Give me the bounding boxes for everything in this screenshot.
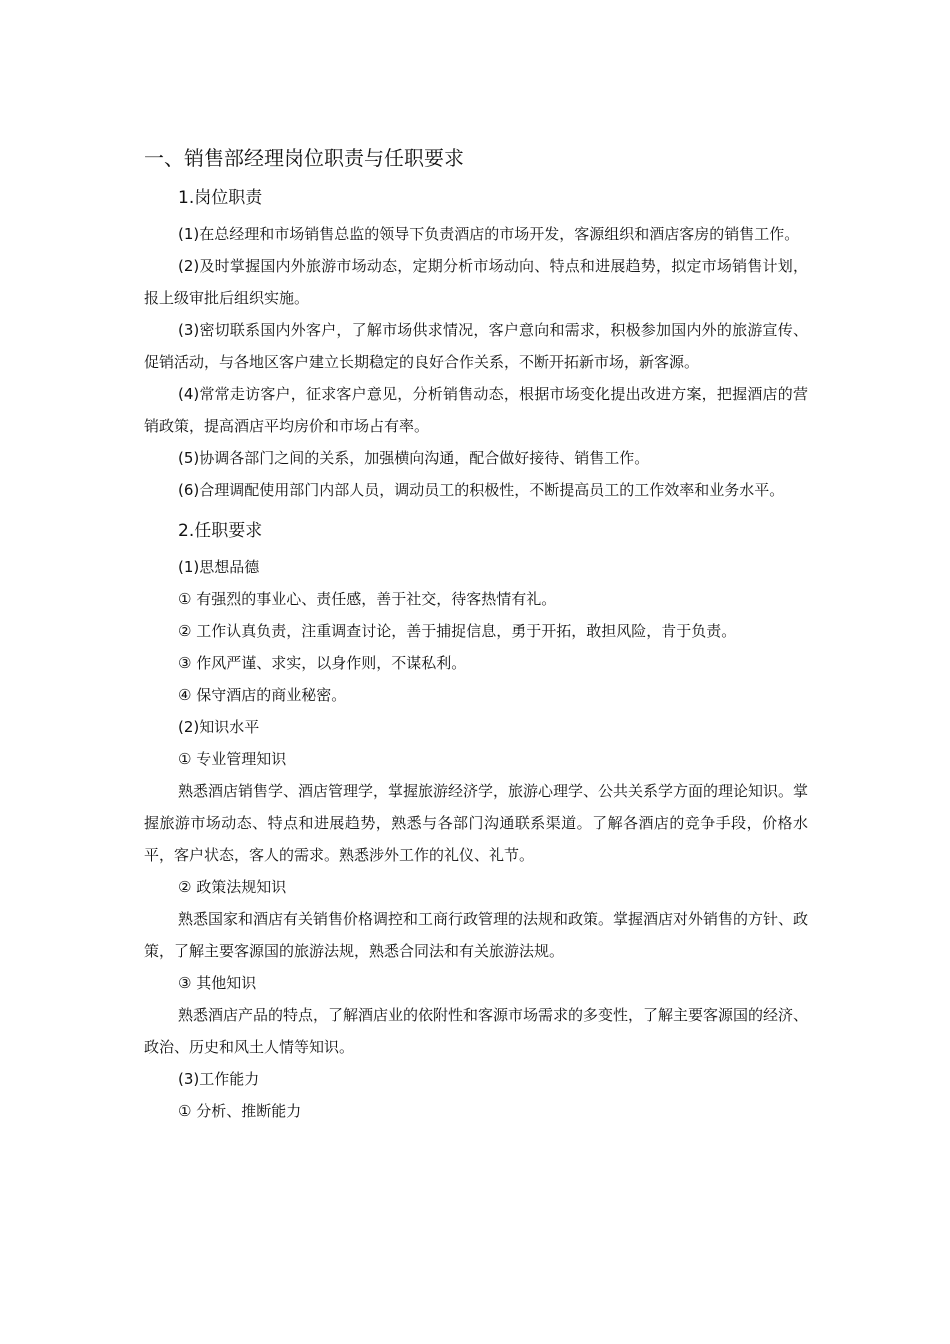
duty-paragraph: (6)合理调配使用部门内部人员，调动员工的积极性，不断提高员工的工作效率和业务水平。 — [178, 481, 785, 499]
knowledge-other-label: ③ 其他知识 — [178, 974, 257, 992]
subsection-label-ability: (3)工作能力 — [178, 1070, 260, 1088]
moral-item: ② 工作认真负责，注重调查讨论，善于捕捉信息，勇于开拓，敢担风险，肯于负责。 — [178, 622, 737, 640]
knowledge-policy-label: ② 政策法规知识 — [178, 878, 287, 896]
document-title: 一、销售部经理岗位职责与任职要求 — [144, 146, 464, 170]
moral-item: ③ 作风严谨、求实，以身作则，不谋私利。 — [178, 654, 467, 672]
section-heading-duties: 1.岗位职责 — [178, 188, 263, 208]
section-heading-requirements: 2.任职要求 — [178, 521, 263, 541]
duty-paragraph: (2)及时掌握国内外旅游市场动态，定期分析市场动向、特点和进展趋势，拟定市场销售计划，报上级审批后组织实施。 — [144, 257, 808, 307]
subsection-label-moral: (1)思想品德 — [178, 558, 260, 576]
knowledge-professional-label: ① 专业管理知识 — [178, 750, 287, 768]
moral-item: ① 有强烈的事业心、责任感，善于社交，待客热情有礼。 — [178, 590, 557, 608]
duty-paragraph: (5)协调各部门之间的关系，加强横向沟通，配合做好接待、销售工作。 — [178, 449, 650, 467]
ability-item: ① 分析、推断能力 — [178, 1102, 302, 1120]
knowledge-policy-text: 熟悉国家和酒店有关销售价格调控和工商行政管理的法规和政策。掌握酒店对外销售的方针、政策，了解主要客源国的旅游法规，熟悉合同法和有关旅游法规。 — [144, 910, 809, 960]
duty-paragraph: (4)常常走访客户，征求客户意见，分析销售动态，根据市场变化提出改进方案，把握酒店的营销政策，提高酒店平均房价和市场占有率。 — [144, 385, 808, 435]
duty-paragraph: (1)在总经理和市场销售总监的领导下负责酒店的市场开发，客源组织和酒店客房的销售工作。 — [178, 225, 800, 243]
document-body — [144, 143, 808, 1127]
duty-paragraph: (3)密切联系国内外客户，了解市场供求情况，客户意向和需求，积极参加国内外的旅游宣传、促销活动，与各地区客户建立长期稳定的良好合作关系，不断开拓新市场，新客源。 — [144, 321, 808, 371]
knowledge-professional-text: 熟悉酒店销售学、酒店管理学，掌握旅游经济学，旅游心理学、公共关系学方面的理论知识。掌握旅游市场动态、特点和进展趋势，熟悉与各部门沟通联系渠道。了解各酒店的竞争手段，价格水平，客户状态，客人的需求。熟悉涉外工作的礼仪、礼节。 — [144, 782, 809, 864]
knowledge-other-text: 熟悉酒店产品的特点，了解酒店业的依附性和客源市场需求的多变性，了解主要客源国的经济、政治、历史和风土人情等知识。 — [144, 1006, 809, 1056]
moral-item: ④ 保守酒店的商业秘密。 — [178, 686, 347, 704]
subsection-label-knowledge: (2)知识水平 — [178, 718, 260, 736]
